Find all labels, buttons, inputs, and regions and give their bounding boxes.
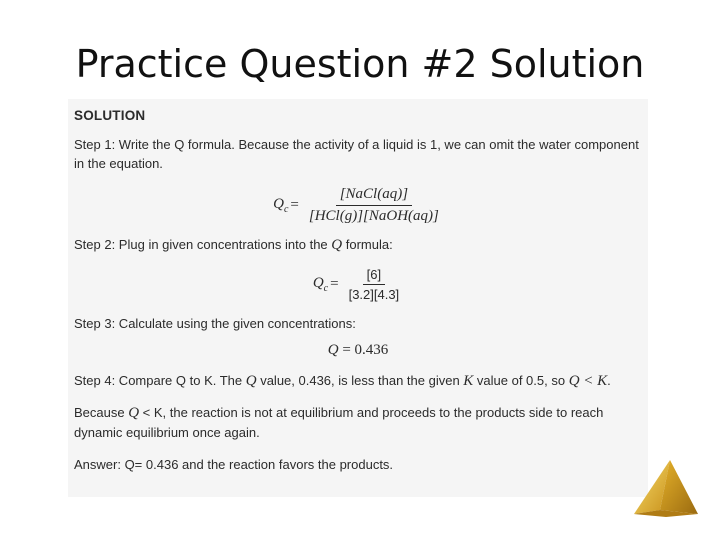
step-2-suffix: formula: bbox=[342, 237, 393, 252]
eq1-denominator: [HCl(g)][NaOH(aq)] bbox=[308, 208, 439, 224]
because-part-a: Because bbox=[74, 405, 129, 420]
step-4-part-b: value, 0.436, is less than the given bbox=[256, 373, 464, 388]
eq1-lhs-sub: c bbox=[283, 204, 289, 215]
equation-substitution bbox=[74, 267, 642, 302]
because-part-b: < K, the reaction is not at equilibrium and proceeds to the products side to reach dynamic equilibrium once again. bbox=[74, 405, 604, 440]
equation-q-formula bbox=[74, 186, 642, 225]
step-4-q: Q bbox=[245, 373, 257, 389]
slide-title: Practice Question #2 Solution bbox=[75, 42, 645, 86]
eq1-lhs: Q bbox=[273, 196, 284, 212]
answer-text: Answer: Q= 0.436 and the reaction favors the products. bbox=[74, 457, 394, 472]
eq2-equals: = bbox=[330, 276, 339, 292]
step-4-part-a: Step 4: Compare Q to K. The bbox=[74, 373, 246, 388]
because-text bbox=[74, 403, 642, 442]
step-2-text bbox=[74, 235, 642, 255]
eq2-lhs: Q bbox=[312, 275, 324, 291]
because-q: Q bbox=[128, 405, 140, 421]
gold-pyramid-icon bbox=[632, 458, 700, 518]
eq2-numerator: [6] bbox=[363, 267, 385, 285]
eq1-fraction bbox=[305, 186, 443, 225]
step-4-inequality: Q < K bbox=[568, 373, 608, 389]
eq1-equals: = bbox=[290, 197, 299, 213]
solution-heading: SOLUTION bbox=[74, 108, 146, 123]
eq1-numerator: [NaCl(aq)] bbox=[336, 186, 412, 206]
step-4-part-c: value of 0.5, so bbox=[473, 373, 569, 388]
equation-result bbox=[74, 342, 642, 359]
eq2-fraction bbox=[345, 267, 404, 302]
eq3-lhs: Q bbox=[327, 342, 339, 358]
eq2-lhs-sub: c bbox=[323, 283, 329, 294]
step-4-k: K bbox=[463, 373, 474, 389]
step-2-q: Q bbox=[331, 237, 343, 253]
eq3-rhs: = 0.436 bbox=[342, 342, 389, 358]
step-2-prefix: Step 2: Plug in given concentrations into the bbox=[74, 237, 332, 252]
step-3-text: Step 3: Calculate using the given concentrations: bbox=[74, 316, 356, 331]
solution-panel bbox=[68, 99, 648, 497]
step-4-text bbox=[74, 371, 642, 391]
step-1-text: Step 1: Write the Q formula. Because the activity of a liquid is 1, we can omit the water component in the equation. bbox=[74, 137, 639, 171]
eq2-denominator: [3.2][4.3] bbox=[348, 287, 400, 302]
step-4-period: . bbox=[607, 373, 611, 388]
